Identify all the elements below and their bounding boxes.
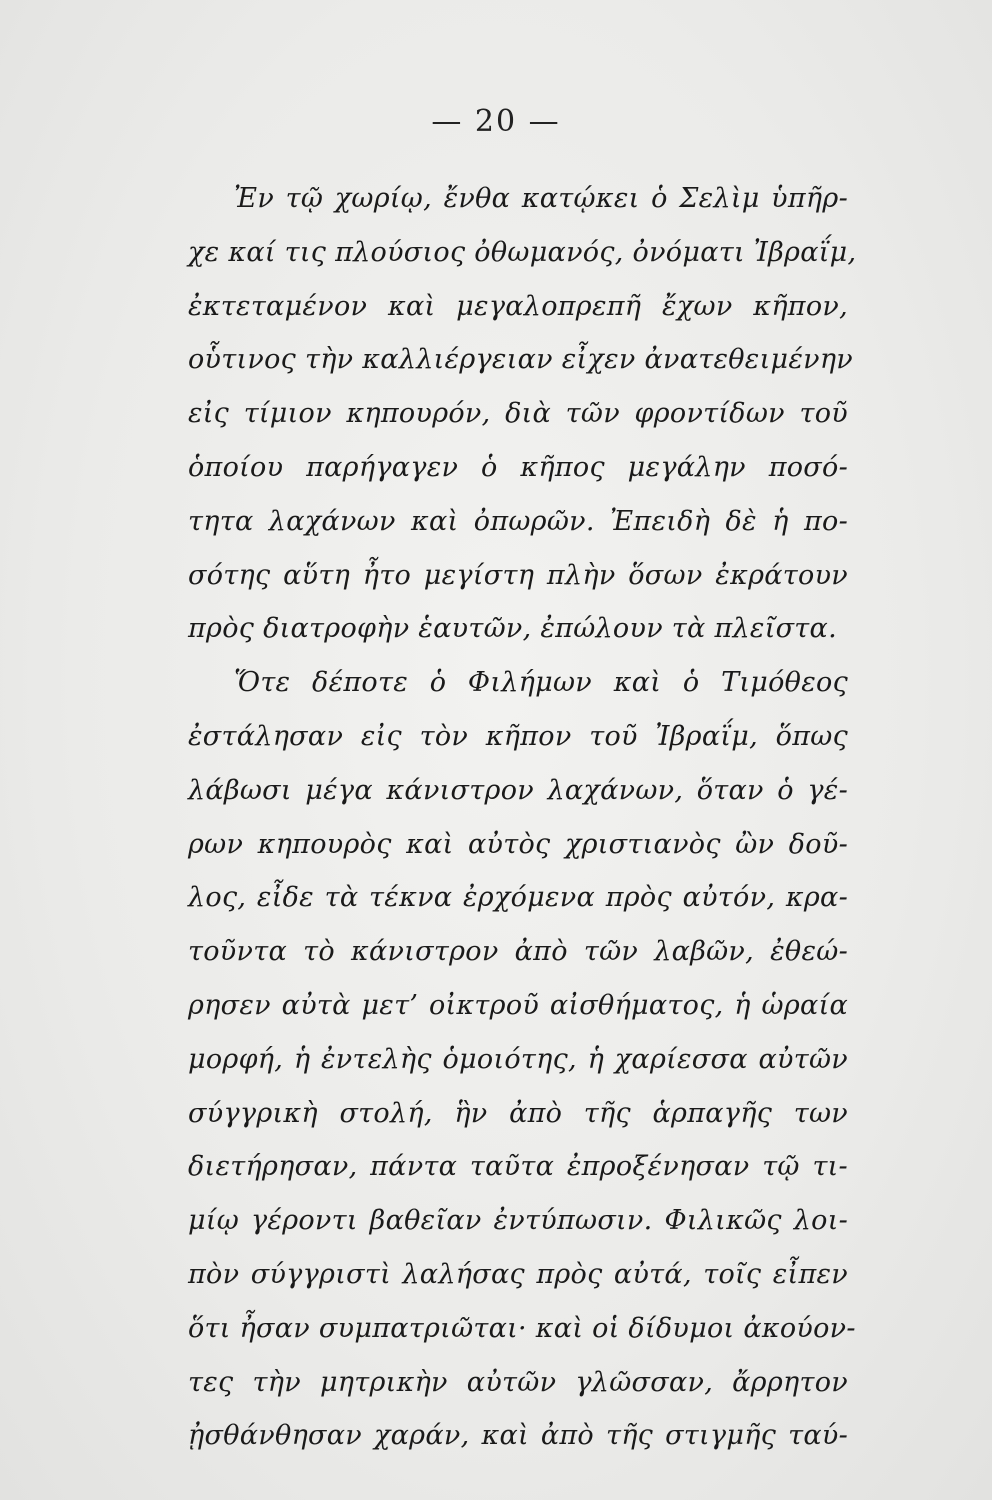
text-line: διετήρησαν, πάντα ταῦτα ἐπροξένησαν τῷ τι- <box>188 1151 848 1183</box>
text-line: μορφή, ἡ ἐντελὴς ὁμοιότης, ἡ χαρίεσσα αὐτῶν <box>188 1043 848 1075</box>
text-line: τητα λαχάνων καὶ ὀπωρῶν. Ἐπειδὴ δὲ ἡ πο- <box>188 505 848 537</box>
text-line: Ἐν τῷ χωρίῳ, ἔνθα κατῴκει ὁ Σελὶμ ὑπῆρ- <box>234 183 848 214</box>
text-line: λάβωσι μέγα κάνιστρον λαχάνων, ὅταν ὁ γέ- <box>188 774 848 806</box>
text-line: ἐστάλησαν εἰς τὸν κῆπον τοῦ Ἰβραΐμ, ὅπως <box>188 720 848 752</box>
text-line: εἰς τίμιον κηπουρόν, διὰ τῶν φροντίδων τοῦ <box>188 398 848 430</box>
text-line: σότης αὕτη ἦτο μεγίστη πλὴν ὅσων ἐκράτουν <box>188 559 848 591</box>
text-line: μίῳ γέροντι βαθεῖαν ἐντύπωσιν. Φιλικῶς λοι- <box>188 1205 848 1237</box>
text-line: ᾐσθάνθησαν χαράν, καὶ ἀπὸ τῆς στιγμῆς ταύ- <box>188 1420 848 1452</box>
page-number-header: — 20 — <box>431 104 561 139</box>
text-line: λος, εἶδε τὰ τέκνα ἐρχόμενα πρὸς αὐτόν, κρα- <box>188 882 848 914</box>
text-line: ἐκτεταμένον καὶ μεγαλοπρεπῆ ἔχων κῆπον, <box>188 290 848 322</box>
text-line: ρων κηπουρὸς καὶ αὐτὸς χριστιανὸς ὢν δοῦ- <box>188 828 848 860</box>
text-line: πὸν σύγγριστὶ λαλήσας πρὸς αὐτά, τοῖς εἶπεν <box>188 1258 848 1290</box>
text-line: Ὅτε δέποτε ὁ Φιλήμων καὶ ὁ Τιμόθεος <box>234 667 848 699</box>
text-line: χε καί τις πλούσιος ὀθωμανός, ὀνόματι Ἰβραΐμ, <box>188 236 857 268</box>
text-line: ὅτι ἦσαν συμπατριῶται· καὶ οἱ δίδυμοι ἀκούον- <box>188 1312 856 1344</box>
text-line: ρησεν αὐτὰ μετ’ οἰκτροῦ αἰσθήματος, ἡ ὡραία <box>188 989 848 1021</box>
text-line: πρὸς διατροφὴν ἑαυτῶν, ἐπώλουν τὰ πλεῖστα. <box>188 613 837 645</box>
text-line: οὗτινος τὴν καλλιέργειαν εἶχεν ἀνατεθειμένην <box>188 344 854 376</box>
text-line: τες τὴν μητρικὴν αὐτῶν γλῶσσαν, ἄρρητον <box>188 1366 848 1398</box>
text-line: τοῦντα τὸ κάνιστρον ἀπὸ τῶν λαβῶν, ἐθεώ- <box>188 936 848 968</box>
text-line: ὁποίου παρήγαγεν ὁ κῆπος μεγάλην ποσό- <box>188 451 848 483</box>
text-line: σύγγρικὴ στολή, ἣν ἀπὸ τῆς ἁρπαγῆς των <box>188 1097 848 1129</box>
body-text <box>188 172 857 1463</box>
